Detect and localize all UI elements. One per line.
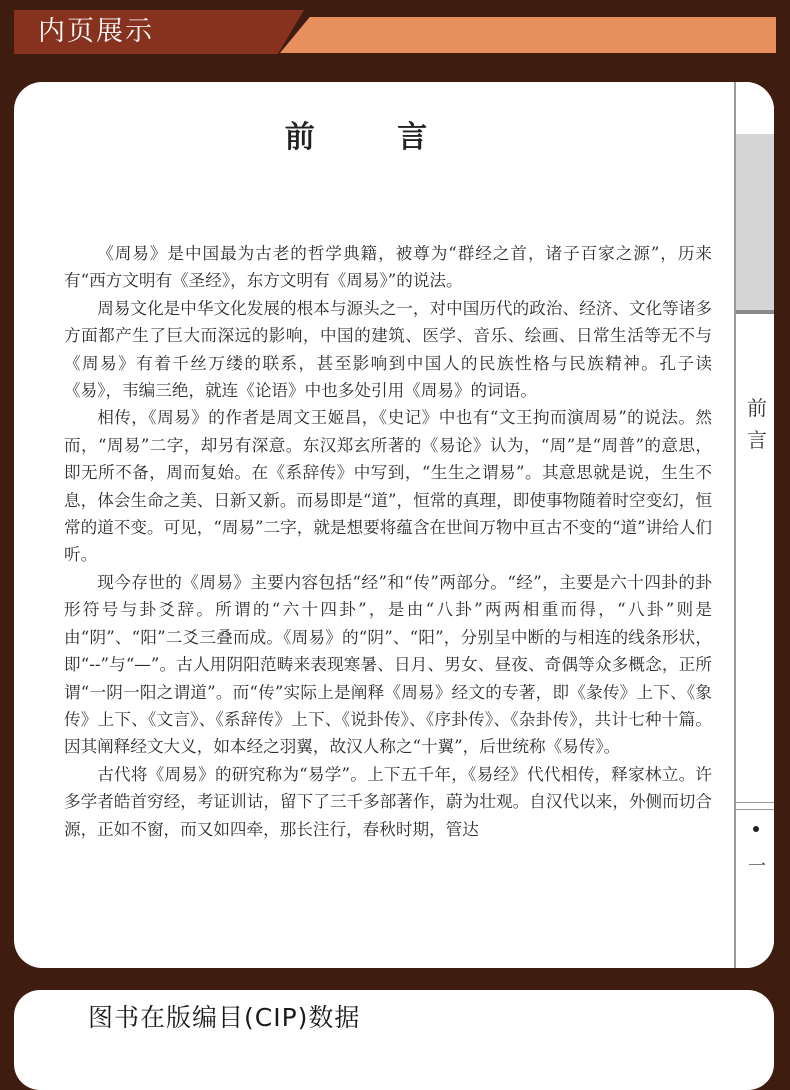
page-number: 一 xyxy=(748,856,766,877)
paragraph: 相传，《周易》的作者是周文王姬昌，《史记》中也有“文王拘而演周易”的说法。然而，“周易”二字，却另有深意。东汉郑玄所著的《易论》认为，“周”是“周普”的意思，即无所不备，周而复始。在《系辞传》中写到，“生生之谓易”。其意思就是说，生生不息，体会生命之美、日新又新。而易即是“道”，恒常的真理，即使事物随着时空变幻，恒常的道不变。可见，“周易”二字，就是想要将蕴含在世间万物中亘古不变的“道”讲给人们听。 xyxy=(64,408,712,565)
header-bar xyxy=(0,0,790,83)
paragraph: 古代将《周易》的研究称为“易学”。上下五千年，《易经》代代相传，释家林立。许多学者皓首穷经，考证训诂，留下了三千多部著作，蔚为壮观。自汉代以来，外侧而切合源，正如不窗，而又如四牵，那长注行，春秋时期，管达 xyxy=(64,764,712,839)
side-tab-grey-block xyxy=(736,134,774,312)
side-tab-label: 前言 xyxy=(747,396,767,452)
body-text xyxy=(64,240,712,843)
paragraph: 周易文化是中华文化发展的根本与源头之一，对中国历代的政治、经济、文化等诸多方面都产生了巨大而深远的影响，中国的建筑、医学、音乐、绘画、日常生活等无不与《周易》有着千丝万缕的联系，甚至影响到中国人的民族性格与民族精神。孔子读《易》，韦编三绝，就连《论语》中也多处引用《周易》的词语。 xyxy=(64,298,712,401)
header-title: 内页展示 xyxy=(38,16,154,47)
side-tab-divider xyxy=(736,802,774,810)
header-stripe xyxy=(280,17,776,53)
paragraph: 《周易》是中国最为古老的哲学典籍，被尊为“群经之首，诸子百家之源”，历来有“西方文明有《圣经》，东方文明有《周易》”的说法。 xyxy=(64,244,712,291)
side-tab xyxy=(734,82,774,968)
book-page xyxy=(14,82,774,968)
paragraph: 现今存世的《周易》主要内容包括“经”和“传”两部分。“经”，主要是六十四卦的卦形符号与卦爻辞。所谓的“六十四卦”，是由“八卦”两两相重而得，“八卦”则是由“阴”、“阳”二爻三叠而成。《周易》的“阴”、“阳”，分别呈中断的与相连的线条形状，即“--”与“—”。古人用阴阳范畴来表现寒暑、日月、男女、昼夜、奇偶等众多概念，正所谓“一阴一阳之谓道”。而“传”实际上是阐释《周易》经文的专著，即《彖传》上下、《象传》上下、《文言》、《系辞传》上下、《说卦传》、《序卦传》、《杂卦传》，共计七种十篇。因其阐释经文大义，如本经之羽翼，故汉人称之“十翼”，后世统称《易传》。 xyxy=(64,572,712,757)
next-section-card xyxy=(14,990,774,1090)
side-tab-dot xyxy=(753,826,759,832)
page-title: 前 言 xyxy=(284,120,464,155)
next-section-title: 图书在版编目(CIP)数据 xyxy=(88,1003,361,1032)
side-tab-edge xyxy=(736,310,774,314)
